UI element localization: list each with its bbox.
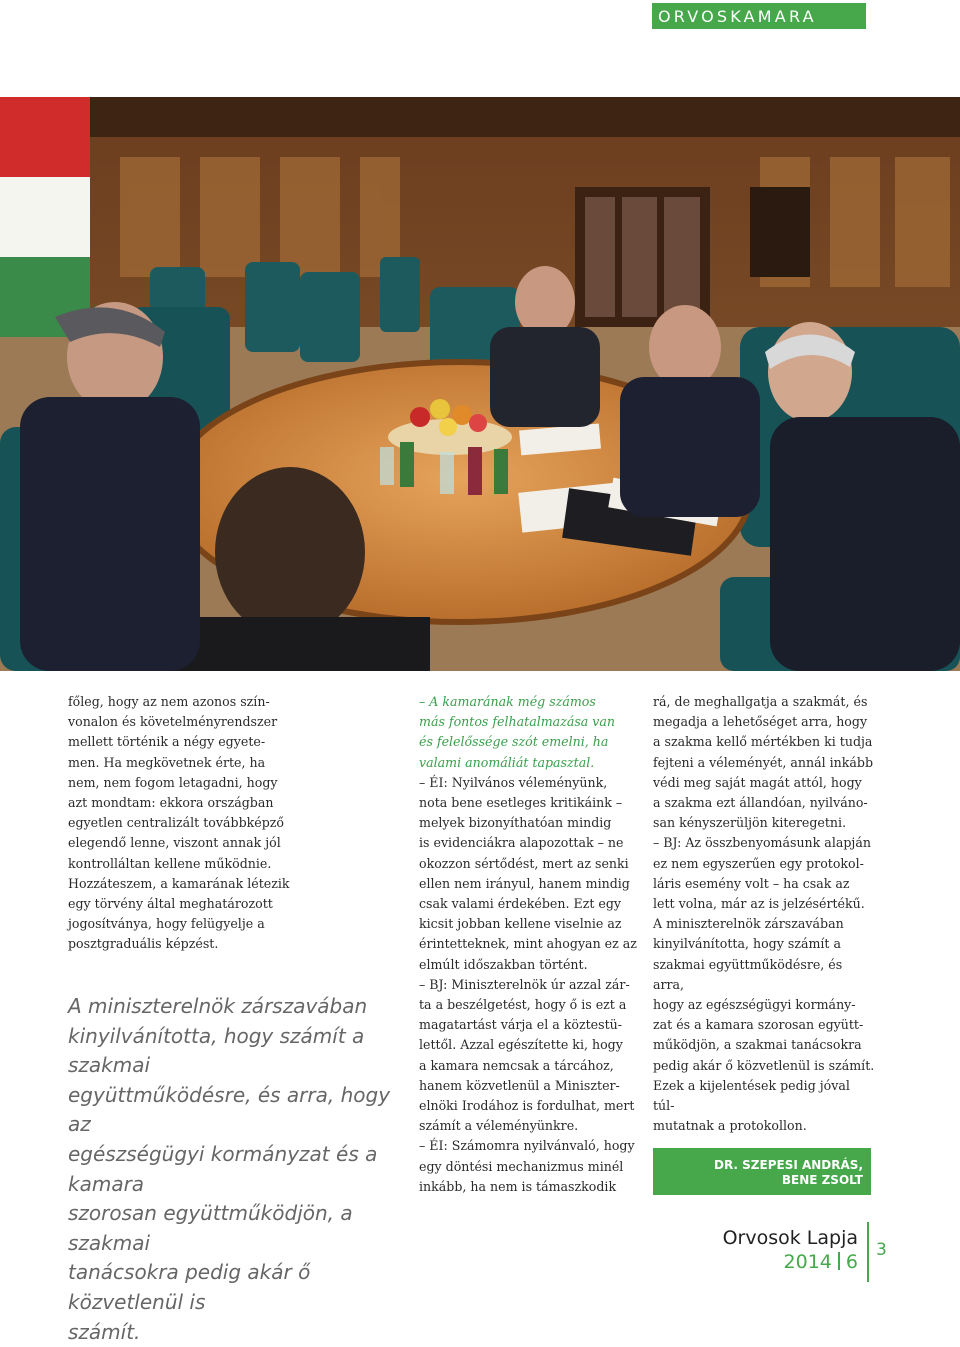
text-line: inkább, ha nem is támaszkodik <box>419 1178 617 1194</box>
text-line: elnöki Irodához is fordulhat, mert <box>419 1098 635 1114</box>
text-line: ellen nem irányul, hanem mindig <box>419 875 630 891</box>
pull-quote-line: számít. <box>68 1319 141 1344</box>
section-header <box>652 3 866 29</box>
text-line: Ezek a kijelentések pedig jóval túl- <box>653 1077 850 1114</box>
text-line: posztgraduális képzést. <box>68 936 219 952</box>
text-line: elmúlt időszakban történt. <box>419 956 588 972</box>
text-line: azt mondtam: ekkora országban <box>68 795 274 811</box>
text-line: is evidenciákra alapozottak – ne <box>419 835 624 851</box>
question-line: – A kamarának még számos <box>419 694 596 709</box>
text-line: magatartást várja el a köztestü- <box>419 1017 623 1033</box>
author-line: DR. SZEPESI ANDRÁS, <box>714 1158 863 1172</box>
text-line: láris esemény volt – ha csak az <box>653 875 850 891</box>
text-line: – ÉI: Számomra nyilvánvaló, hogy <box>419 1138 635 1154</box>
text-line: a kamara nemcsak a tárcához, <box>419 1057 614 1073</box>
magazine-title: Orvosok Lapja <box>722 1227 858 1249</box>
text-line: mellett történik a négy egyete- <box>68 734 266 750</box>
text-line: fejteni a véleményét, annál inkább <box>653 754 874 770</box>
text-line: főleg, hogy az nem azonos szín- <box>68 694 270 709</box>
question-line: és felelőssége szót emelni, ha <box>419 734 609 750</box>
text-line: san kényszerüljön kiteregetni. <box>653 815 847 831</box>
issue-info <box>784 1251 858 1273</box>
pull-quote-line: kinyilvánította, hogy számít a szakmai <box>68 1023 365 1078</box>
text-line: nota bene esetleges kritikáink – <box>419 795 623 811</box>
article-column-3 <box>653 692 875 1136</box>
text-line: egy törvény által meghatározott <box>68 896 273 912</box>
text-line: nem, nem fogom letagadni, hogy <box>68 774 278 790</box>
text-line: számít a véleményünkre. <box>419 1118 579 1134</box>
text-line: egyetlen centralizált továbbképző <box>68 815 284 831</box>
issue-separator <box>838 1252 840 1270</box>
text-line: a szakma ezt állandóan, nyilváno- <box>653 795 868 811</box>
text-line: jogosítványa, hogy felügyelje a <box>68 916 265 932</box>
text-line: Hozzáteszem, a kamarának létezik <box>68 875 290 891</box>
text-line: a szakma kellő mértékben ki tudja <box>653 734 873 750</box>
text-line: megadja a lehetőséget arra, hogy <box>653 714 868 730</box>
text-line: elegendő lenne, viszont annak jól <box>68 835 281 851</box>
article-column-2 <box>419 692 641 1197</box>
page-number: 3 <box>876 1240 887 1260</box>
author-line: BENE ZSOLT <box>781 1173 863 1187</box>
pull-quote-line: együttműködésre, és arra, hogy az <box>68 1082 391 1137</box>
question-line: valami anomáliát tapasztal. <box>419 754 595 770</box>
text-line: mutatnak a protokollon. <box>653 1118 807 1134</box>
section-title: ORVOSKAMARA <box>658 7 817 26</box>
pull-quote <box>68 992 408 1347</box>
text-line: hanem közvetlenül a Miniszter- <box>419 1077 620 1093</box>
pull-quote-line: egészségügyi kormányzat és a kamara <box>68 1141 378 1196</box>
text-line: egy döntési mechanizmus minél <box>419 1158 624 1174</box>
text-line: okozzon sértődést, mert az senki <box>419 855 629 871</box>
question-line: más fontos felhatalmazása van <box>419 714 616 730</box>
text-line: lettől. Azzal egészítette ki, hogy <box>419 1037 623 1053</box>
text-line: csak valami érdekében. Ezt egy <box>419 896 622 912</box>
text-line: kinyilvánította, hogy számít a <box>653 936 842 952</box>
text-line: lett volna, már az is jelzésértékű. <box>653 896 865 912</box>
pull-quote-line: szorosan együttműködjön, a szakmai <box>68 1201 353 1255</box>
pull-quote-line: tanácsokra pedig akár ő közvetlenül is <box>68 1260 311 1314</box>
text-line: ez nem egyszerűen egy protokol- <box>653 855 864 871</box>
text-line: rá, de meghallgatja a szakmát, és <box>653 694 868 709</box>
issue-number: 6 <box>845 1251 858 1273</box>
article-column-1 <box>68 692 290 955</box>
text-line: pedig akár ő közvetlenül is számít. <box>653 1057 875 1073</box>
text-line: szakmai együttműködésre, és arra, <box>653 956 843 992</box>
text-line: melyek bizonyíthatóan mindig <box>419 815 612 831</box>
text-line: A miniszterelnök zárszavában <box>653 916 844 932</box>
text-line: men. Ha megkövetnek érte, ha <box>68 754 266 770</box>
text-line: érintetteknek, mint ahogyan ez az <box>419 936 637 952</box>
text-line: – BJ: Az összbenyomásunk alapján <box>653 835 871 851</box>
text-line: kicsit jobban kellene viselnie az <box>419 916 622 932</box>
pull-quote-line: A miniszterelnök zárszavában <box>68 994 368 1018</box>
author-box <box>653 1148 871 1195</box>
text-line: – BJ: Miniszterelnök úr azzal zár- <box>419 976 630 992</box>
meeting-photo <box>0 97 960 671</box>
text-line: vonalon és követelményrendszer <box>68 714 278 730</box>
footer-divider <box>867 1222 869 1282</box>
text-line: védi meg saját magát attól, hogy <box>653 774 862 790</box>
issue-year: 2014 <box>783 1251 832 1273</box>
text-line: hogy az egészségügyi kormány- <box>653 997 856 1013</box>
text-line: kontrolláltan kellene működnie. <box>68 855 272 871</box>
text-line: – ÉI: Nyilvános véleményünk, <box>419 774 608 790</box>
text-line: zat és a kamara szorosan együtt- <box>653 1017 864 1033</box>
text-line: ta a beszélgetést, hogy ő is ezt a <box>419 997 627 1013</box>
text-line: működjön, a szakmai tanácsokra <box>653 1037 862 1053</box>
